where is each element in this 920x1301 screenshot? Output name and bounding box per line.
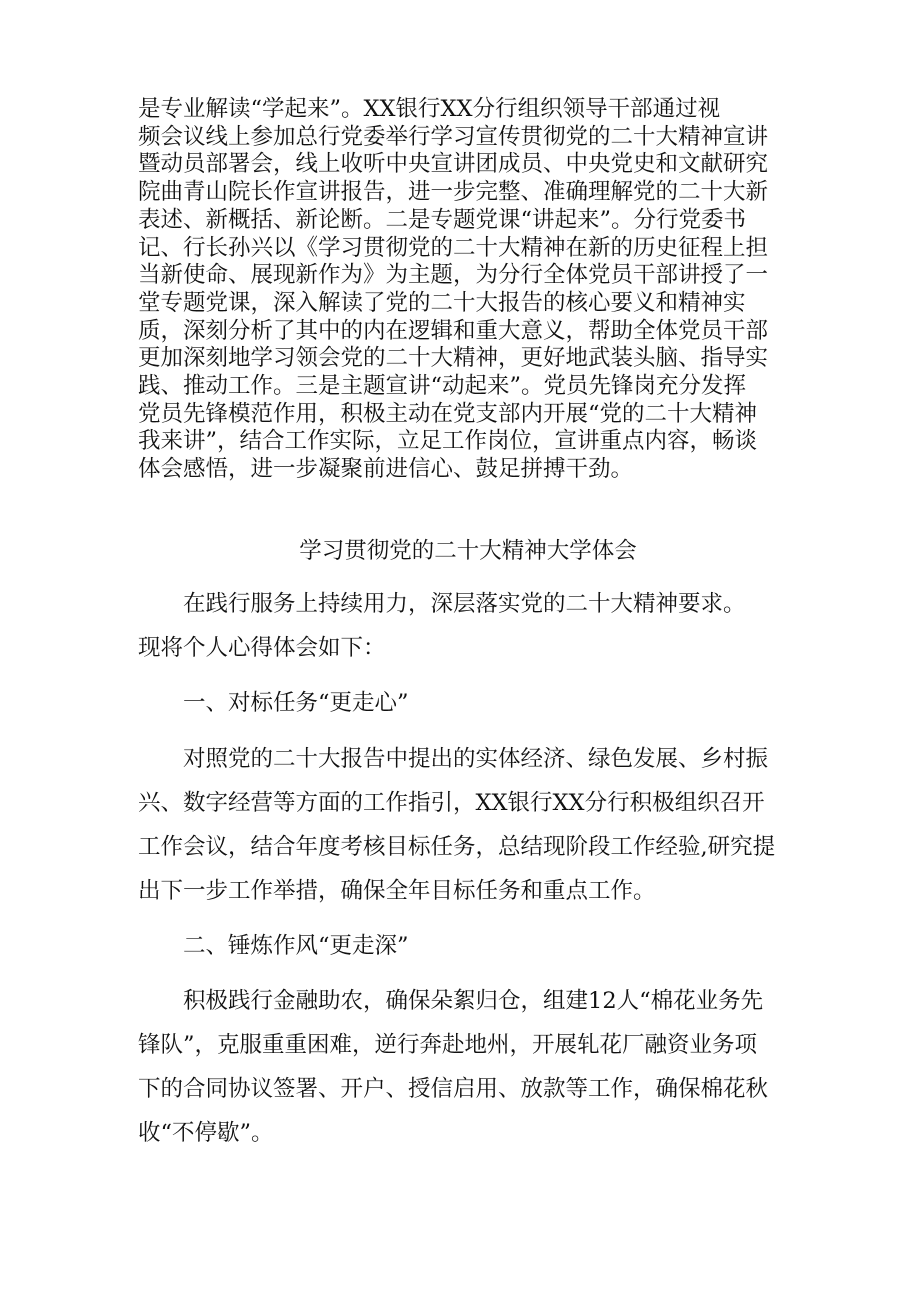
text-line: 记、行长孙兴以《学习贯彻党的二十大精神在新的历史征程上担 [138, 234, 769, 261]
text-line: 积极践行金融助农，确保朵絮归仓，组建12人“棉花业务先 [183, 988, 764, 1015]
text-line: 堂专题党课，深入解读了党的二十大报告的核心要义和精神实 [138, 289, 746, 316]
text-line: 当新使命、展现新作为》为主题，为分行全体党员干部讲授了一 [138, 262, 769, 289]
opening-continuation: 现将个人心得体会如下： [138, 635, 386, 661]
opening-line: 在践行服务上持续用力，深层落实党的二十大精神要求。 [183, 591, 746, 617]
text-line: 践、推动工作。三是主题宣讲“动起来”。党员先锋岗充分发挥 [138, 373, 747, 400]
text-line: 工作会议，结合年度考核目标任务，总结现阶段工作经验,研究提 [138, 833, 776, 860]
text-line: 更加深刻地学习领会党的二十大精神，更好地武装头脑、指导实 [138, 345, 769, 372]
text-line: 体会感悟，进一步凝聚前进信心、鼓足拼搏干劲。 [138, 456, 634, 483]
text-line: 党员先锋模范作用，积极主动在党支部内开展“党的二十大精神 [138, 400, 758, 427]
text-line: 质，深刻分析了其中的内在逻辑和重大意义，帮助全体党员干部 [138, 317, 769, 344]
body-text [138, 582, 798, 1155]
text-line: 出下一步工作举措，确保全年目标任务和重点工作。 [138, 877, 656, 904]
text-line: 下的合同协议签署、开户、授信启用、放款等工作，确保棉花秋 [138, 1076, 769, 1103]
text-line: 暨动员部署会，线上收听中央宣讲团成员、中央党史和文献研究 [138, 151, 769, 178]
text-line: 兴、数字经营等方面的工作指引，XX银行XX分行积极组织召开 [138, 789, 765, 816]
text-line: 收“不停歇”。 [138, 1120, 274, 1147]
section2-title: 二、锤炼作风“更走深” [183, 932, 409, 959]
section1-title: 一、对标任务“更走心” [183, 690, 409, 717]
text-line: 我来讲”，结合工作实际，立足工作岗位，宣讲重点内容，畅谈 [138, 428, 758, 455]
section2-paragraph [138, 979, 798, 1155]
intro-paragraph [138, 96, 798, 484]
text-line: 是专业解读“学起来”。XX银行XX分行组织领导干部通过视 [138, 96, 721, 122]
text-line: 院曲青山院长作宣讲报告，进一步完整、准确理解党的二十大新 [138, 179, 769, 206]
section1-paragraph [138, 737, 798, 913]
text-line: 锋队”，克服重重困难，逆行奔赴地州，开展轧花厂融资业务项 [138, 1032, 758, 1059]
text-line: 表述、新概括、新论断。二是专题党课“讲起来”。分行党委书 [138, 206, 747, 233]
text-line: 频会议线上参加总行党委举行学习宣传贯彻党的二十大精神宣讲 [138, 123, 769, 150]
section-heading: 学习贯彻党的二十大精神大学体会 [299, 538, 637, 564]
text-line: 对照党的二十大报告中提出的实体经济、绿色发展、乡村振 [183, 745, 769, 772]
